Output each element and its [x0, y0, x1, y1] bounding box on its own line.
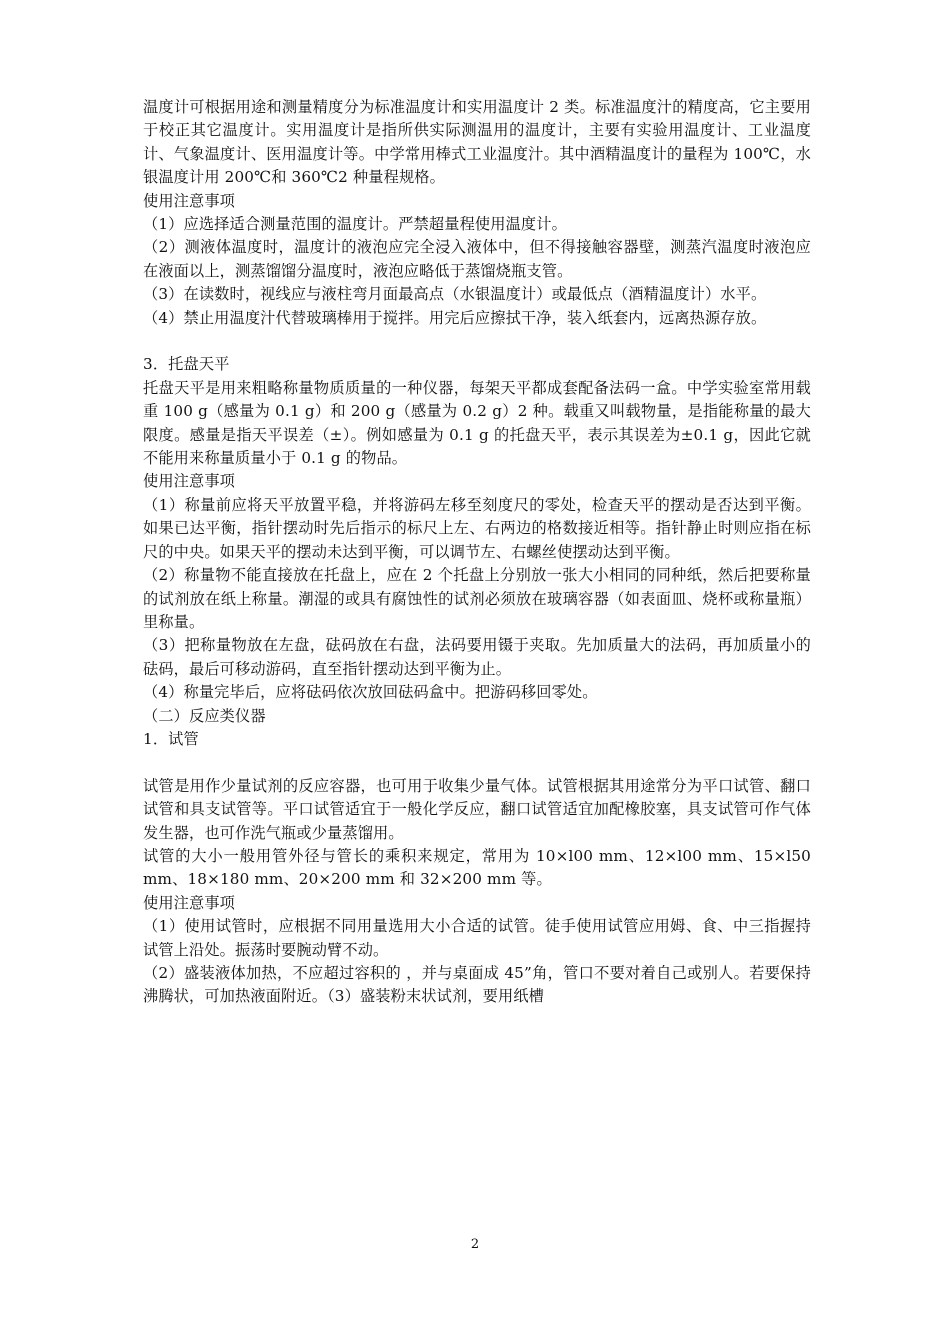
heading-usage-notes: 使用注意事项 — [143, 472, 236, 491]
list-item: （4）称量完毕后，应将砝码依次放回砝码盒中。把游码移回零处。 — [143, 683, 598, 702]
paragraph-balance-intro: 托盘天平是用来粗略称量物质质量的一种仪器，每架天平都成套配备法码一盒。中学实验室常用载重 100 g（感量为 0.1 g）和 200 g（感量为 0.2 g）2 种。载重又叫载物量，是指能称量的最大限度。感量是指天平误差（±）。例如感量为 0.1 g 的托盘天平，表示其误差为±0.1 g，因此它就不能用来称量质量小于 0.1 g 的物品。 — [143, 378, 811, 468]
section-heading-reaction-instruments: （二）反应类仪器 — [143, 706, 266, 725]
heading-usage-notes: 使用注意事项 — [143, 191, 236, 210]
list-item: （1）使用试管时，应根据不同用量选用大小合适的试管。徒手使用试管应用姆、食、中三指握持试管上沿处。振荡时要腕动臂不动。 — [143, 917, 811, 959]
page-number: 2 — [470, 1237, 480, 1252]
list-item: （1）称量前应将天平放置平稳，并将游码左移至刻度尺的零处，检查天平的摆动是否达到平衡。如果已达平衡，指针摆动时先后指示的标尺上左、右两边的格数接近相等。指针静止时则应指在标尺的中央。如果天平的摆动未达到平衡，可以调节左、右螺丝使摆动达到平衡。 — [143, 495, 811, 561]
list-item: （2）盛装液体加热，不应超过容积的 ，并与桌面成 45”角，管口不要对着自己或别人。若要保持沸腾状，可加热液面附近。（3）盛装粉末状试剂，要用纸槽 — [143, 964, 811, 1006]
document-body — [143, 96, 811, 1009]
blank-line — [143, 330, 811, 353]
list-item: （3）在读数时，视线应与液柱弯月面最高点（水银温度计）或最低点（酒精温度计）水平。 — [143, 285, 767, 304]
list-item: （3）把称量物放在左盘，砝码放在右盘，法码要用镊于夹取。先加质量大的法码，再加质量小的砝码，最后可移动游码，直至指针摆动达到平衡为止。 — [143, 636, 811, 678]
list-item: （2）称量物不能直接放在托盘上，应在 2 个托盘上分别放一张大小相同的同种纸，然后把要称量的试剂放在纸上称量。潮湿的或具有腐蚀性的试剂必须放在玻璃容器（如表面皿、烧杯或称量瓶）里称量。 — [143, 566, 811, 631]
blank-line — [143, 751, 811, 774]
paragraph-test-tube-intro: 试管是用作少量试剂的反应容器，也可用于收集少量气体。试管根据其用途常分为平口试管、翻口试管和具支试管等。平口试管适宜于一般化学反应，翻口试管适宜加配橡胶塞，具支试管可作气体发生器，也可作洗气瓶或少量蒸馏用。 — [143, 776, 811, 842]
heading-usage-notes: 使用注意事项 — [143, 893, 236, 912]
section-heading-balance: 3．托盘天平 — [143, 355, 230, 374]
section-heading-test-tube: 1．试管 — [143, 729, 199, 748]
paragraph-test-tube-sizes: 试管的大小一般用管外径与管长的乘积来规定，常用为 10×l00 mm、12×l00 mm、15×l50 mm、18×180 mm、20×200 mm 和 32×200 mm 等。 — [143, 846, 811, 889]
list-item: （2）测液体温度时，温度计的液泡应完全浸入液体中，但不得接触容器壁，测蒸汽温度时液泡应在液面以上，测蒸馏馏分温度时，液泡应略低于蒸馏烧瓶支管。 — [143, 238, 811, 280]
list-item: （4）禁止用温度汁代替玻璃棒用于搅拌。用完后应擦拭干净，装入纸套内，远离热源存放。 — [143, 308, 767, 327]
list-item: （1）应选择适合测量范围的温度计。严禁超量程使用温度计。 — [143, 215, 567, 234]
paragraph-thermometer-intro: 温度计可根据用途和测量精度分为标准温度计和实用温度计 2 类。标准温度汁的精度高，它主要用于校正其它温度计。实用温度计是指所供实际测温用的温度计，主要有实验用温度计、工业温度计、气象温度计、医用温度计等。中学常用棒式工业温度汁。其中酒精温度计的量程为 100℃，水银温度计用 200℃和 360℃2 种量程规格。 — [143, 98, 811, 187]
